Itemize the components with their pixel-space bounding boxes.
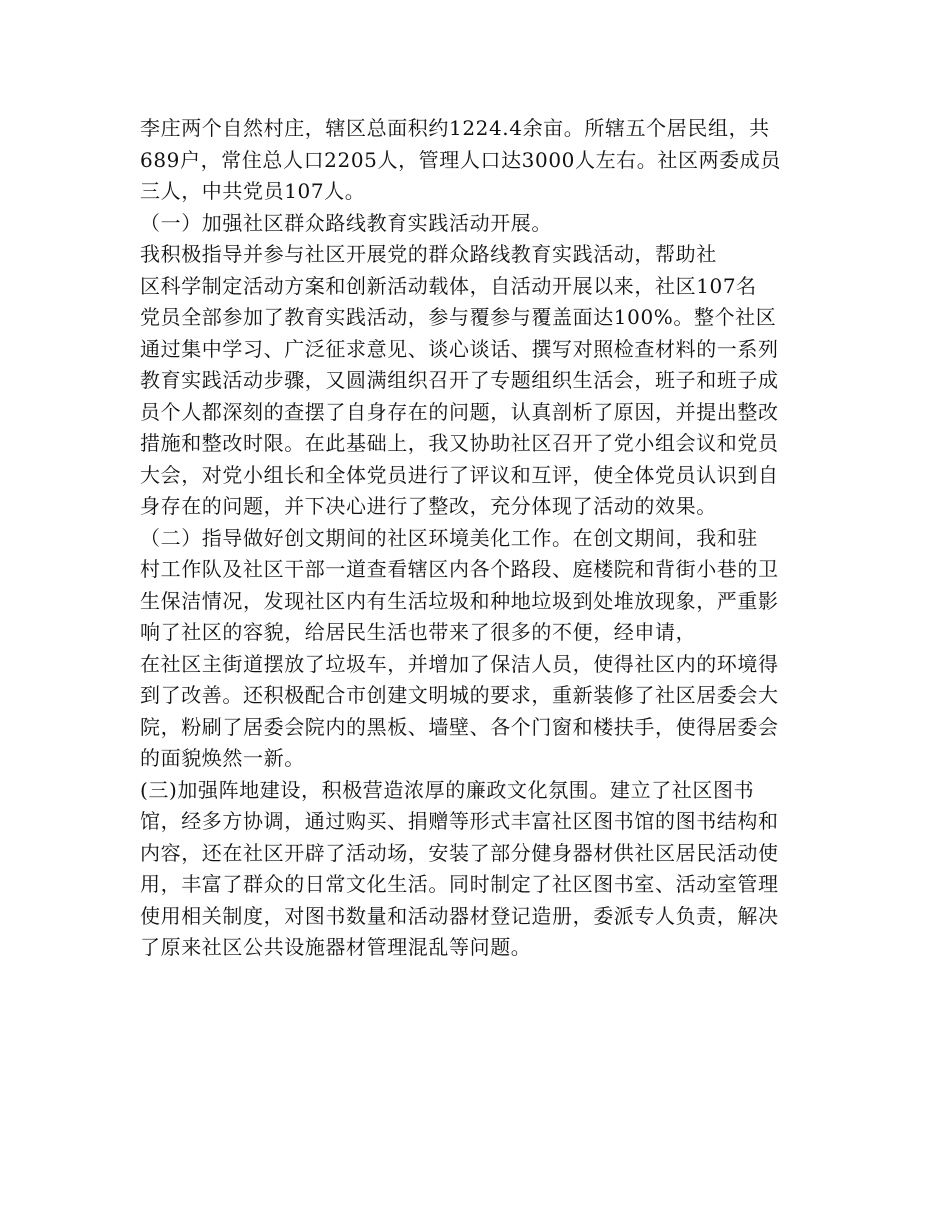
text-line: 区科学制定活动方案和创新活动载体，自活动开展以来，社区107名: [140, 273, 757, 298]
text-line: 响了社区的容貌，给居民生活也带来了很多的不便，经申请，: [140, 620, 697, 644]
text-line: 大会，对党小组长和全体党员进行了评议和互评，使全体党员认识到自: [140, 462, 779, 487]
text-line: 村工作队及社区干部一道查看辖区内各个路段、庭楼院和背街小巷的卫: [140, 557, 779, 581]
text-line: 李庄两个自然村庄，辖区总面积约1224.4余亩。所辖五个居民组，共: [140, 116, 770, 140]
text-line: (三)加强阵地建设，积极营造浓厚的廉政文化氛围。建立了社区图书: [140, 777, 755, 802]
text-line: 措施和整改时限。在此基础上，我又协助社区召开了党小组会议和党员: [140, 431, 779, 455]
text-line: 通过集中学习、广泛征求意见、谈心谈话、撰写对照检查材料的一系列: [140, 336, 779, 361]
text-line: 689户，常住总人口2205人，管理人口达3000人左右。社区两委成员: [140, 147, 781, 172]
text-line: 院，粉刷了居委会院内的黑板、墙壁、各个门窗和楼扶手，使得居委会: [140, 714, 779, 739]
section-heading: （一）加强社区群众路线教育实践活动开展。: [140, 210, 552, 235]
text-line: 使用相关制度，对图书数量和活动器材登记造册，委派专人负责，解决: [140, 903, 779, 928]
text-line: 我积极指导并参与社区开展党的群众路线教育实践活动，帮助社: [140, 242, 717, 266]
text-line: 到了改善。还积极配合市创建文明城的要求，重新装修了社区居委会大: [140, 683, 779, 707]
text-line: 内容，还在社区开辟了活动场，安装了部分健身器材供社区居民活动使: [140, 840, 779, 865]
document-body: [140, 113, 812, 964]
text-line: 三人，中共党员107人。: [140, 179, 366, 203]
text-line: 了原来社区公共设施器材管理混乱等问题。: [140, 935, 532, 959]
text-line: 教育实践活动步骤，又圆满组织召开了专题组织生活会，班子和班子成: [140, 368, 779, 392]
text-line: 身存在的问题，并下决心进行了整改，充分体现了活动的效果。: [140, 494, 717, 518]
text-line: 在社区主街道摆放了垃圾车，并增加了保洁人员，使得社区内的环境得: [140, 651, 779, 676]
text-line: （二）指导做好创文期间的社区环境美化工作。在创文期间，我和驻: [140, 525, 758, 550]
text-line: 党员全部参加了教育实践活动，参与覆参与覆盖面达100%。整个社区: [140, 305, 777, 329]
text-line: 的面貌焕然一新。: [140, 746, 305, 770]
text-line: 馆，经多方协调，通过购买、捐赠等形式丰富社区图书馆的图书结构和: [140, 809, 779, 833]
text-line: 用，丰富了群众的日常文化生活。同时制定了社区图书室、活动室管理: [140, 872, 779, 896]
text-line: 员个人都深刻的查摆了自身存在的问题，认真剖析了原因，并提出整改: [140, 399, 779, 424]
text-line: 生保洁情况，发现社区内有生活垃圾和种地垃圾到处堆放现象，严重影: [140, 588, 779, 613]
